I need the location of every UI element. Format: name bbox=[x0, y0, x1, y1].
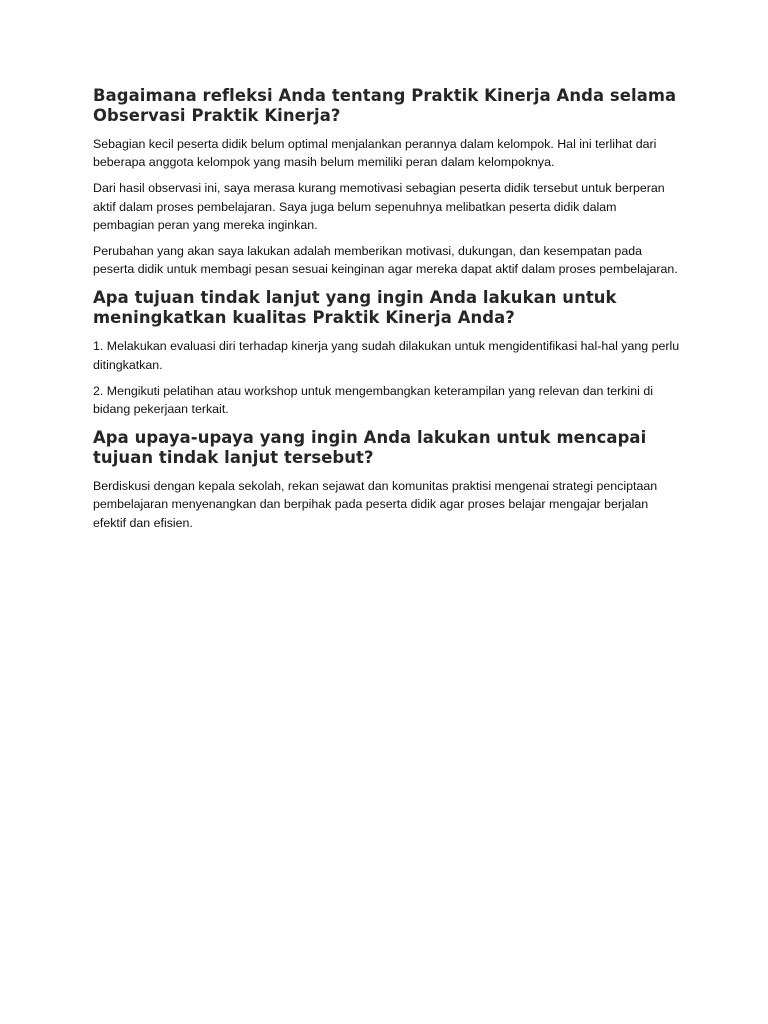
document-content bbox=[93, 86, 681, 532]
efforts-paragraph: Berdiskusi dengan kepala sekolah, rekan sejawat dan komunitas praktisi mengenai strategi penciptaan pembelajaran menyenangkan dan berpihak pada peserta didik agar proses belajar mengajar berjalan efektif dan efisien. bbox=[93, 479, 658, 530]
section-heading-efforts: Apa upaya-upaya yang ingin Anda lakukan untuk mencapai tujuan tindak lanjut tersebut? bbox=[93, 428, 647, 468]
reflection-paragraph: Perubahan yang akan saya lakukan adalah memberikan motivasi, dukungan, dan kesempatan pada peserta didik untuk membagi pesan sesuai keinginan agar mereka dapat aktif dalam proses pembelajaran. bbox=[93, 244, 678, 277]
follow-up-goal-item: 1. Melakukan evaluasi diri terhadap kinerja yang sudah dilakukan untuk mengidentifikasi hal-hal yang perlu ditingkatkan. bbox=[93, 339, 680, 372]
section-heading-follow-up-goals: Apa tujuan tindak lanjut yang ingin Anda lakukan untuk meningkatkan kualitas Praktik Kinerja Anda? bbox=[93, 288, 617, 328]
section-heading-reflection: Bagaimana refleksi Anda tentang Praktik Kinerja Anda selama Observasi Praktik Kinerja? bbox=[93, 86, 677, 125]
reflection-paragraph: Dari hasil observasi ini, saya merasa kurang memotivasi sebagian peserta didik tersebut untuk berperan aktif dalam proses pembelajaran. Saya juga belum sepenuhnya melibatkan peserta didik dalam pembagian peran yang mereka inginkan. bbox=[93, 181, 665, 232]
reflection-paragraph: Sebagian kecil peserta didik belum optimal menjalankan perannya dalam kelompok. Hal ini terlihat dari beberapa anggota kelompok yang masih belum memiliki peran dalam kelompoknya. bbox=[93, 137, 657, 170]
follow-up-goal-item: 2. Mengikuti pelatihan atau workshop untuk mengembangkan keterampilan yang relevan dan terkini di bidang pekerjaan terkait. bbox=[93, 383, 653, 417]
